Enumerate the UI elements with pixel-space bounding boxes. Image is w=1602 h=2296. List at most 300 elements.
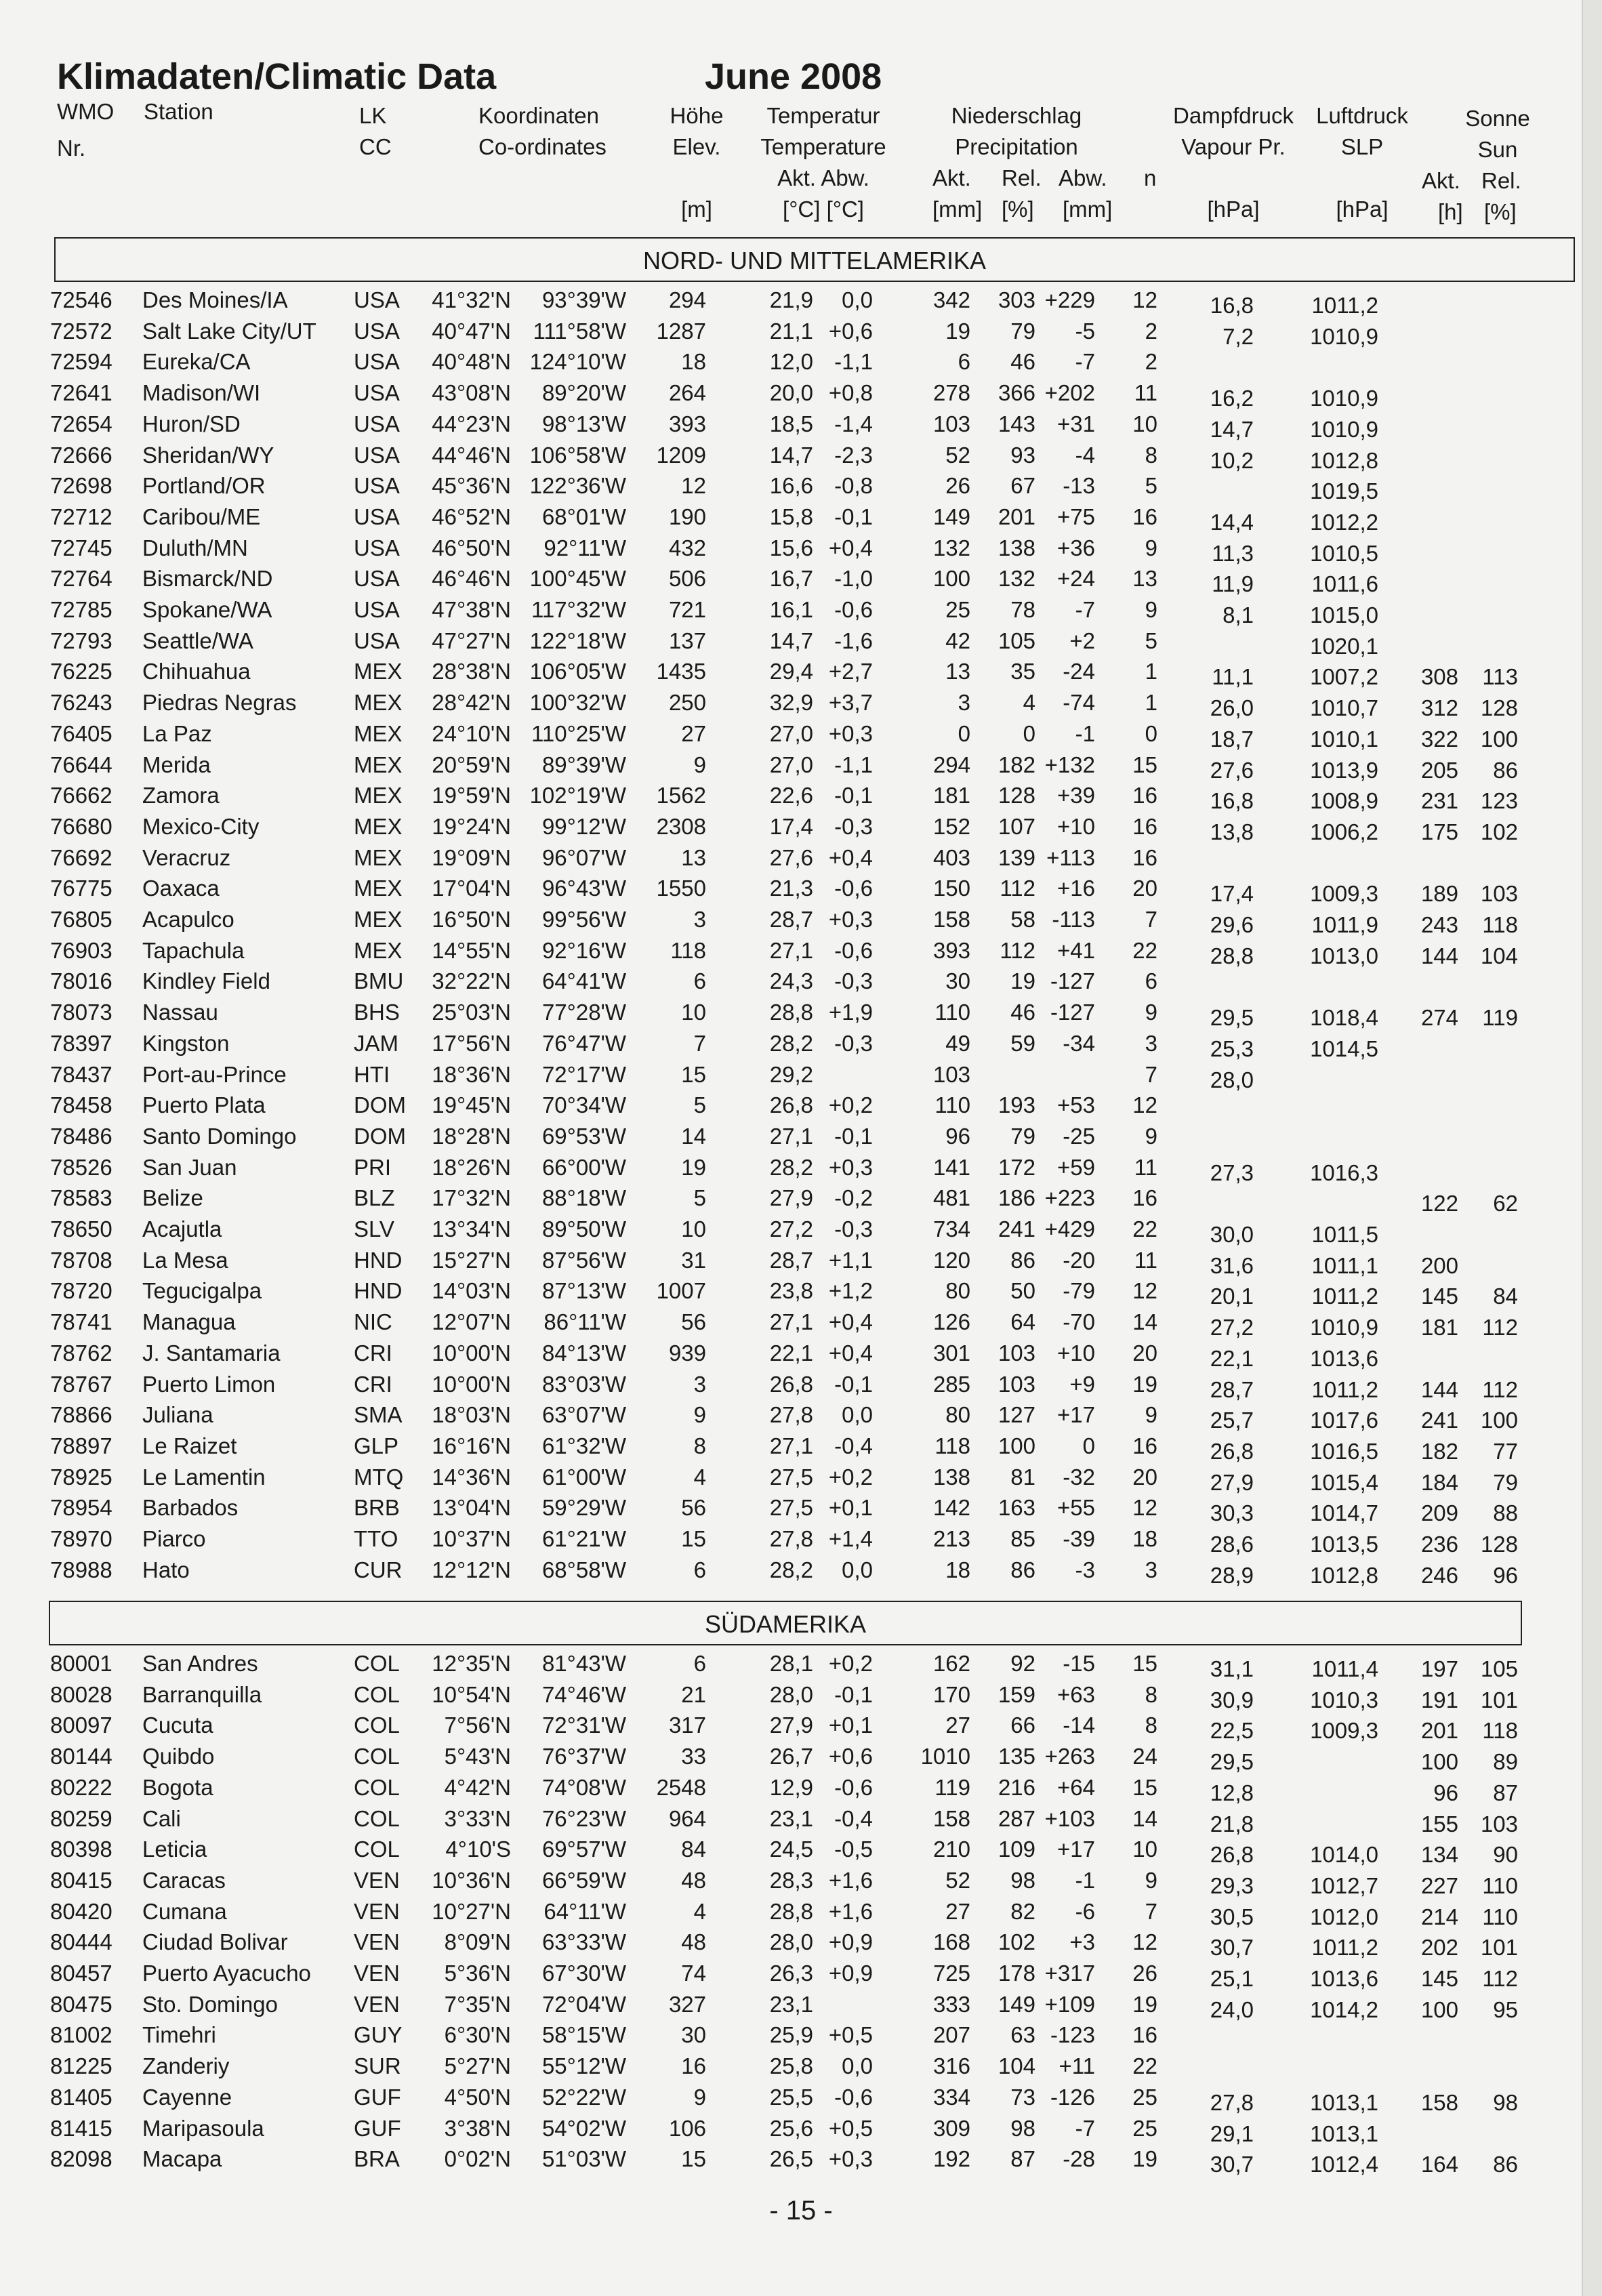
cell-country: CRI <box>354 1340 392 1366</box>
cell-sea-level-pressure: 1013,5 <box>1310 1532 1378 1557</box>
cell-sea-level-pressure: 1010,9 <box>1310 1315 1378 1340</box>
cell-temp-abw: -0,3 <box>834 1216 873 1242</box>
cell-temp-abw: -0,1 <box>834 1681 873 1707</box>
cell-temp-akt: 20,0 <box>769 380 813 406</box>
cell-precip-rel: 86 <box>1010 1247 1035 1273</box>
page-edge <box>1582 0 1602 2296</box>
cell-precip-akt: 100 <box>932 566 970 592</box>
cell-latitude: 10°27'N <box>432 1898 511 1924</box>
cell-temp-abw: +0,1 <box>828 1495 873 1521</box>
cell-precip-akt: 213 <box>932 1526 970 1551</box>
cell-country: USA <box>354 287 400 312</box>
cell-precip-days: 16 <box>1132 813 1157 839</box>
cell-wmo: 76405 <box>50 720 112 746</box>
cell-elevation: 18 <box>681 349 706 375</box>
cell-sun-hours: 197 <box>1420 1656 1458 1681</box>
cell-precip-rel: 93 <box>1010 442 1035 468</box>
cell-latitude: 4°50'N <box>444 2084 511 2110</box>
cell-sun-hours: 322 <box>1420 726 1458 752</box>
cell-elevation: 13 <box>681 844 706 870</box>
cell-precip-akt: 118 <box>934 1433 970 1458</box>
cell-temp-akt: 23,1 <box>769 1805 813 1831</box>
cell-precip-abw: +64 <box>1057 1774 1095 1800</box>
cell-sea-level-pressure: 1011,4 <box>1311 1656 1378 1681</box>
cell-latitude: 18°28'N <box>432 1123 511 1149</box>
cell-sea-level-pressure: 1013,1 <box>1310 2120 1378 2146</box>
cell-wmo: 76662 <box>50 783 112 808</box>
cell-precip-abw: -127 <box>1050 968 1095 994</box>
cell-sun-hours: 205 <box>1420 757 1458 783</box>
hdr-dampf-2: Vapour Pr. <box>1181 134 1286 159</box>
cell-sea-level-pressure: 1014,5 <box>1310 1036 1378 1061</box>
cell-precip-abw: -39 <box>1063 1526 1095 1551</box>
cell-sea-level-pressure: 1017,6 <box>1310 1408 1378 1433</box>
cell-longitude: 58°15'W <box>541 2022 626 2048</box>
cell-precip-abw: +17 <box>1057 1402 1095 1428</box>
cell-precip-akt: 162 <box>932 1651 970 1676</box>
cell-vapour-pressure: 16,2 <box>1210 386 1254 411</box>
cell-temp-abw: -2,3 <box>834 442 873 468</box>
cell-sea-level-pressure: 1016,3 <box>1310 1160 1378 1185</box>
cell-sun-rel: 128 <box>1480 695 1518 721</box>
cell-elevation: 1287 <box>656 318 706 344</box>
cell-precip-abw: +229 <box>1044 287 1095 312</box>
hdr-hoehe-3: [m] <box>681 197 712 222</box>
cell-precip-akt: 393 <box>932 937 970 963</box>
cell-temp-abw: +0,4 <box>828 1309 873 1335</box>
table-row <box>0 1309 1559 1340</box>
cell-precip-rel: 79 <box>1010 1123 1035 1149</box>
cell-precip-abw: +17 <box>1057 1837 1095 1862</box>
cell-sun-hours: 201 <box>1420 1718 1458 1744</box>
cell-longitude: 84°13'W <box>541 1340 626 1366</box>
cell-vapour-pressure: 29,6 <box>1210 912 1254 937</box>
cell-sea-level-pressure: 1019,5 <box>1310 478 1378 504</box>
cell-sun-hours: 134 <box>1420 1842 1458 1868</box>
cell-country: COL <box>354 1744 400 1769</box>
hdr-luft-1: Luftdruck <box>1316 103 1408 128</box>
cell-temp-akt: 26,3 <box>769 1961 813 1986</box>
cell-sun-hours: 158 <box>1420 2089 1458 2115</box>
cell-precip-abw: +113 <box>1046 844 1095 870</box>
cell-precip-akt: 119 <box>934 1774 970 1800</box>
cell-station: Des Moines/IA <box>142 287 288 312</box>
cell-temp-abw: +0,4 <box>828 1340 873 1366</box>
cell-wmo: 76644 <box>50 752 112 777</box>
table-row <box>0 1495 1559 1526</box>
cell-precip-akt: 158 <box>932 907 970 932</box>
cell-wmo: 81415 <box>50 2115 112 2141</box>
cell-temp-abw: -0,8 <box>834 473 873 499</box>
cell-longitude: 96°43'W <box>541 876 626 901</box>
cell-station: Caracas <box>142 1867 226 1893</box>
cell-country: DOM <box>354 1092 406 1118</box>
cell-station: Acapulco <box>142 907 234 932</box>
cell-precip-akt: 96 <box>945 1123 970 1149</box>
cell-longitude: 76°37'W <box>541 1744 626 1769</box>
cell-precip-rel: 0 <box>1023 720 1035 746</box>
cell-country: MEX <box>354 690 403 716</box>
cell-vapour-pressure: 16,8 <box>1210 788 1254 814</box>
cell-precip-abw: +2 <box>1069 628 1095 653</box>
cell-latitude: 16°16'N <box>432 1433 511 1458</box>
table-row <box>0 2146 1559 2177</box>
cell-precip-rel: 104 <box>998 2053 1035 2079</box>
cell-station: Managua <box>142 1309 236 1335</box>
cell-latitude: 46°50'N <box>432 535 511 560</box>
cell-country: SMA <box>354 1402 403 1428</box>
cell-elevation: 1562 <box>656 783 706 808</box>
cell-precip-abw: -1 <box>1075 1867 1095 1893</box>
cell-vapour-pressure: 13,8 <box>1210 819 1254 844</box>
cell-temp-akt: 26,8 <box>769 1371 813 1397</box>
cell-station: Ciudad Bolivar <box>142 1929 288 1955</box>
cell-precip-rel: 127 <box>998 1402 1035 1428</box>
cell-temp-akt: 24,5 <box>769 1837 813 1862</box>
hdr-temp-1: Temperatur <box>766 103 880 128</box>
cell-wmo: 76680 <box>50 813 112 839</box>
cell-wmo: 78741 <box>50 1309 112 1335</box>
cell-station: Oaxaca <box>142 876 220 901</box>
cell-temp-abw: -1,0 <box>834 566 873 592</box>
cell-temp-abw: +0,1 <box>828 1713 873 1738</box>
hdr-temp-4: [°C] [°C] <box>783 197 864 222</box>
cell-elevation: 1435 <box>656 659 706 684</box>
cell-temp-abw: +0,5 <box>828 2022 873 2048</box>
cell-elevation: 190 <box>668 504 706 529</box>
cell-wmo: 78720 <box>50 1278 112 1304</box>
cell-sea-level-pressure: 1012,2 <box>1310 509 1378 535</box>
cell-precip-akt: 403 <box>932 844 970 870</box>
cell-station: Santo Domingo <box>142 1123 297 1149</box>
table-row <box>0 1155 1559 1186</box>
cell-sun-rel: 89 <box>1493 1749 1518 1775</box>
cell-latitude: 16°50'N <box>432 907 511 932</box>
cell-sun-hours: 200 <box>1420 1252 1458 1278</box>
cell-longitude: 61°21'W <box>541 1526 626 1551</box>
cell-sun-hours: 100 <box>1420 1749 1458 1775</box>
cell-sun-hours: 184 <box>1420 1469 1458 1495</box>
cell-sun-hours: 182 <box>1420 1438 1458 1464</box>
cell-precip-rel: 78 <box>1010 597 1035 622</box>
cell-station: San Juan <box>142 1154 237 1180</box>
cell-wmo: 78486 <box>50 1123 112 1149</box>
cell-precip-rel: 193 <box>998 1092 1035 1118</box>
cell-precip-akt: 301 <box>932 1340 970 1366</box>
table-row <box>0 1092 1559 1124</box>
cell-precip-abw: +317 <box>1044 1961 1095 1986</box>
hdr-station: Station <box>144 99 213 124</box>
cell-elevation: 1209 <box>656 442 706 468</box>
cell-precip-abw: +202 <box>1044 380 1095 406</box>
table-row <box>0 1402 1559 1433</box>
cell-temp-akt: 25,8 <box>769 2053 813 2079</box>
cell-country: SLV <box>354 1216 394 1242</box>
cell-sea-level-pressure: 1018,4 <box>1310 1005 1378 1031</box>
cell-precip-abw: +10 <box>1057 1340 1095 1366</box>
cell-longitude: 96°07'W <box>541 844 626 870</box>
cell-wmo: 78397 <box>50 1030 112 1056</box>
cell-temp-akt: 29,4 <box>769 659 813 684</box>
cell-country: USA <box>354 597 400 622</box>
cell-country: VEN <box>354 1991 400 2017</box>
cell-vapour-pressure: 30,5 <box>1210 1904 1254 1929</box>
cell-precip-rel: 81 <box>1010 1464 1035 1490</box>
cell-precip-days: 8 <box>1145 1713 1157 1738</box>
cell-elevation: 2548 <box>656 1774 706 1800</box>
cell-vapour-pressure: 27,3 <box>1210 1160 1254 1185</box>
cell-temp-abw: +1,1 <box>828 1247 873 1273</box>
cell-precip-abw: +63 <box>1057 1681 1095 1707</box>
cell-sun-rel: 128 <box>1480 1532 1518 1557</box>
cell-latitude: 14°36'N <box>432 1464 511 1490</box>
cell-temp-akt: 24,3 <box>769 968 813 994</box>
cell-precip-akt: 342 <box>932 287 970 312</box>
cell-temp-akt: 12,9 <box>769 1774 813 1800</box>
cell-temp-abw: +0,9 <box>828 1961 873 1986</box>
cell-temp-abw: +0,6 <box>828 1744 873 1769</box>
cell-latitude: 12°12'N <box>432 1557 511 1582</box>
cell-precip-abw: +429 <box>1044 1216 1095 1242</box>
cell-country: GLP <box>354 1433 399 1458</box>
cell-latitude: 10°37'N <box>432 1526 511 1551</box>
cell-temp-akt: 27,0 <box>769 752 813 777</box>
cell-wmo: 80398 <box>50 1837 112 1862</box>
cell-elevation: 317 <box>668 1713 706 1738</box>
cell-precip-abw: -5 <box>1075 318 1095 344</box>
cell-latitude: 19°24'N <box>432 813 511 839</box>
cell-temp-abw: +0,3 <box>828 907 873 932</box>
cell-precip-days: 12 <box>1132 287 1157 312</box>
cell-precip-days: 15 <box>1132 752 1157 777</box>
cell-country: TTO <box>354 1526 398 1551</box>
cell-longitude: 52°22'W <box>541 2084 626 2110</box>
cell-precip-abw: +16 <box>1057 876 1095 901</box>
cell-precip-akt: 141 <box>932 1154 970 1180</box>
cell-temp-abw: -0,6 <box>834 876 873 901</box>
cell-precip-days: 19 <box>1132 2146 1157 2172</box>
cell-longitude: 117°32'W <box>531 597 626 622</box>
cell-precip-days: 7 <box>1145 1898 1157 1924</box>
cell-precip-abw: -7 <box>1075 2115 1095 2141</box>
cell-precip-akt: 42 <box>945 628 970 653</box>
cell-precip-rel: 159 <box>998 1681 1035 1707</box>
hdr-nieder-abw: Abw. <box>1059 165 1107 190</box>
cell-precip-rel: 241 <box>998 1216 1035 1242</box>
cell-elevation: 106 <box>668 2115 706 2141</box>
cell-precip-days: 14 <box>1132 1805 1157 1831</box>
cell-precip-days: 19 <box>1132 1991 1157 2017</box>
cell-sun-rel: 118 <box>1482 912 1518 937</box>
cell-temp-akt: 27,5 <box>769 1464 813 1490</box>
cell-precip-akt: 126 <box>932 1309 970 1335</box>
cell-country: MEX <box>354 937 403 963</box>
section-title-south: SÜDAMERIKA <box>704 1610 867 1638</box>
cell-sea-level-pressure: 1011,2 <box>1311 1376 1378 1402</box>
cell-precip-abw: -4 <box>1075 442 1095 468</box>
cell-temp-akt: 28,8 <box>769 1898 813 1924</box>
cell-longitude: 68°01'W <box>541 504 626 529</box>
cell-country: BRA <box>354 2146 400 2172</box>
cell-station: Cucuta <box>142 1713 213 1738</box>
cell-country: GUF <box>354 2084 401 2110</box>
cell-precip-days: 9 <box>1145 1867 1157 1893</box>
cell-latitude: 44°23'N <box>432 411 511 436</box>
cell-vapour-pressure: 26,8 <box>1210 1842 1254 1868</box>
cell-wmo: 78650 <box>50 1216 112 1242</box>
cell-temp-akt: 28,7 <box>769 907 813 932</box>
cell-wmo: 78583 <box>50 1185 112 1211</box>
cell-elevation: 721 <box>668 597 706 622</box>
cell-station: San Andres <box>142 1651 258 1676</box>
cell-temp-abw: +2,7 <box>828 659 873 684</box>
cell-elevation: 27 <box>681 720 706 746</box>
cell-latitude: 14°55'N <box>432 937 511 963</box>
cell-vapour-pressure: 14,4 <box>1210 509 1254 535</box>
cell-elevation: 264 <box>668 380 706 406</box>
cell-latitude: 12°35'N <box>432 1651 511 1676</box>
cell-wmo: 72572 <box>50 318 112 344</box>
cell-temp-abw: +0,9 <box>828 1929 873 1955</box>
cell-temp-akt: 16,7 <box>769 566 813 592</box>
cell-sun-hours: 181 <box>1420 1315 1458 1340</box>
cell-vapour-pressure: 26,8 <box>1210 1438 1254 1464</box>
hdr-sonne-akt: Akt. <box>1422 168 1460 193</box>
cell-temp-abw: -1,4 <box>834 411 873 436</box>
cell-country: VEN <box>354 1898 400 1924</box>
cell-precip-days: 7 <box>1145 907 1157 932</box>
cell-wmo: 78954 <box>50 1495 112 1521</box>
cell-country: MEX <box>354 752 403 777</box>
cell-precip-days: 12 <box>1132 1929 1157 1955</box>
cell-latitude: 44°46'N <box>432 442 511 468</box>
cell-latitude: 28°38'N <box>432 659 511 684</box>
cell-elevation: 12 <box>681 473 706 499</box>
cell-temp-akt: 28,2 <box>769 1154 813 1180</box>
cell-precip-days: 15 <box>1132 1651 1157 1676</box>
cell-elevation: 21 <box>681 1681 706 1707</box>
cell-vapour-pressure: 11,9 <box>1212 571 1254 597</box>
cell-vapour-pressure: 7,2 <box>1223 323 1254 349</box>
cell-precip-akt: 181 <box>932 783 970 808</box>
cell-sun-hours: 164 <box>1420 2152 1458 2177</box>
cell-temp-abw: +0,8 <box>828 380 873 406</box>
cell-sun-rel: 119 <box>1482 1005 1518 1031</box>
cell-precip-days: 6 <box>1145 968 1157 994</box>
cell-temp-akt: 28,0 <box>769 1929 813 1955</box>
table-row <box>0 1868 1559 1899</box>
cell-temp-akt: 15,6 <box>769 535 813 560</box>
cell-station: Macapa <box>142 2146 222 2172</box>
cell-station: Barbados <box>142 1495 239 1521</box>
cell-temp-abw: -1,1 <box>834 349 873 375</box>
month-title: June 2008 <box>705 56 882 97</box>
cell-temp-akt: 27,1 <box>769 1123 813 1149</box>
cell-elevation: 14 <box>681 1123 706 1149</box>
cell-latitude: 45°36'N <box>432 473 511 499</box>
cell-precip-rel: 50 <box>1010 1278 1035 1304</box>
cell-longitude: 98°13'W <box>541 411 626 436</box>
cell-temp-abw: +1,6 <box>828 1867 873 1893</box>
cell-wmo: 80001 <box>50 1651 112 1676</box>
cell-precip-akt: 6 <box>958 349 970 375</box>
cell-latitude: 47°27'N <box>432 628 511 653</box>
cell-elevation: 1007 <box>656 1278 706 1304</box>
cell-precip-rel: 163 <box>998 1495 1035 1521</box>
cell-precip-akt: 481 <box>932 1185 970 1211</box>
cell-wmo: 72594 <box>50 349 112 375</box>
cell-longitude: 83°03'W <box>541 1371 626 1397</box>
cell-longitude: 93°39'W <box>541 287 626 312</box>
cell-precip-akt: 158 <box>932 1805 970 1831</box>
cell-vapour-pressure: 22,5 <box>1210 1718 1254 1744</box>
cell-wmo: 72654 <box>50 411 112 436</box>
table-row <box>0 1713 1559 1744</box>
cell-elevation: 9 <box>693 2084 706 2110</box>
cell-elevation: 5 <box>693 1092 706 1118</box>
cell-temp-akt: 27,1 <box>769 1433 813 1458</box>
table-row <box>0 443 1559 474</box>
cell-precip-rel: 182 <box>998 752 1035 777</box>
cell-temp-akt: 26,5 <box>769 2146 813 2172</box>
cell-precip-days: 20 <box>1132 1464 1157 1490</box>
cell-station: Le Lamentin <box>142 1464 266 1490</box>
cell-precip-akt: 103 <box>932 411 970 436</box>
cell-station: Madison/WI <box>142 380 261 406</box>
cell-sun-hours: 274 <box>1420 1005 1458 1031</box>
cell-elevation: 2308 <box>656 813 706 839</box>
cell-station: Zamora <box>142 783 220 808</box>
cell-longitude: 89°20'W <box>541 380 626 406</box>
cell-latitude: 0°02'N <box>444 2146 511 2172</box>
cell-latitude: 46°52'N <box>432 504 511 529</box>
cell-sea-level-pressure: 1013,9 <box>1310 757 1378 783</box>
cell-precip-days: 18 <box>1132 1526 1157 1551</box>
cell-precip-days: 1 <box>1145 659 1157 684</box>
cell-wmo: 72698 <box>50 473 112 499</box>
hdr-sonne-rel: Rel. <box>1481 168 1521 193</box>
table-row <box>0 504 1559 535</box>
table-row <box>0 1806 1559 1837</box>
cell-vapour-pressure: 30,3 <box>1210 1500 1254 1526</box>
section-band-south <box>49 1601 1522 1645</box>
cell-temp-akt: 25,6 <box>769 2115 813 2141</box>
cell-precip-days: 16 <box>1132 783 1157 808</box>
cell-precip-days: 3 <box>1145 1557 1157 1582</box>
cell-precip-rel: 149 <box>998 1991 1035 2017</box>
cell-latitude: 5°27'N <box>444 2053 511 2079</box>
cell-temp-abw: 0,0 <box>842 1402 873 1428</box>
table-row <box>0 319 1559 350</box>
hdr-nieder-1: Niederschlag <box>951 103 1082 128</box>
cell-sea-level-pressure: 1008,9 <box>1310 788 1378 814</box>
cell-precip-akt: 80 <box>945 1278 970 1304</box>
cell-country: MEX <box>354 907 403 932</box>
cell-country: COL <box>354 1837 400 1862</box>
cell-temp-akt: 21,1 <box>769 318 813 344</box>
table-row <box>0 1526 1559 1557</box>
cell-precip-akt: 138 <box>932 1464 970 1490</box>
cell-elevation: 964 <box>668 1805 706 1831</box>
cell-temp-akt: 23,8 <box>769 1278 813 1304</box>
cell-latitude: 19°45'N <box>432 1092 511 1118</box>
cell-temp-abw: -0,2 <box>834 1185 873 1211</box>
cell-precip-abw: +24 <box>1057 566 1095 592</box>
cell-precip-rel: 172 <box>998 1154 1035 1180</box>
cell-sea-level-pressure: 1009,3 <box>1310 1718 1378 1744</box>
cell-precip-days: 9 <box>1145 597 1157 622</box>
cell-precip-abw: -34 <box>1063 1030 1095 1056</box>
